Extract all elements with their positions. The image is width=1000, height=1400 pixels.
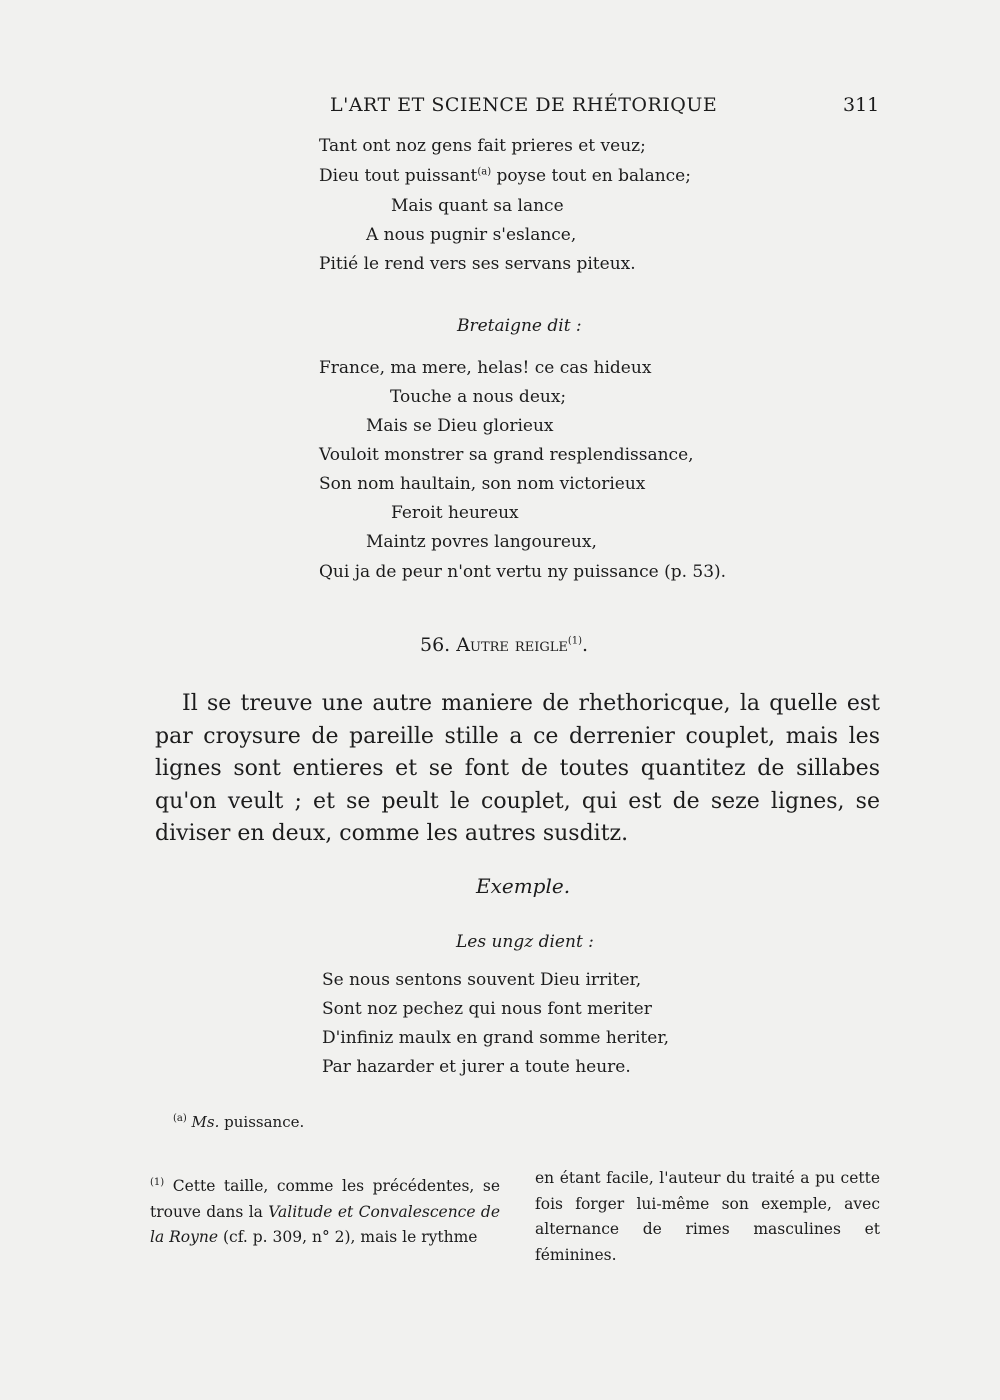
footnote-ms: Ms. (191, 1113, 220, 1131)
verse-line: Vouloit monstrer sa grand resplendissance, (319, 445, 694, 465)
footnote-text: puissance. (219, 1113, 305, 1131)
verse-line: Se nous sentons souvent Dieu irriter, (322, 970, 642, 990)
section-number: 56. (420, 634, 451, 656)
footnote-text: Cette taille, comme les précédentes, se trouve dans la (150, 1177, 500, 1221)
speaker-label: Les ungz dient : (456, 932, 594, 952)
exemple-heading: Exemple. (476, 874, 571, 898)
verse-line: Touche a nous deux; (390, 387, 567, 407)
body-paragraph (155, 688, 880, 851)
paragraph-text: Il se treuve une autre maniere de rhethoricque, la quelle est par croysure de pareille stille a ce derrenier couplet, mais les lignes sont entieres et se font de toutes quantitez de sillabes qu'on veult ; et se peult le couplet, qui est de seze lignes, se diviser en deux, comme les autres susditz. (155, 691, 880, 846)
footnote-1-left (150, 1170, 500, 1251)
verse-line: Mais quant sa lance (391, 196, 564, 216)
verse-line: France, ma mere, helas! ce cas hideux (319, 358, 652, 378)
verse-text: poyse tout en balance; (491, 166, 691, 186)
verse-line: Pitié le rend vers ses servans piteux. (319, 254, 636, 274)
speaker-label: Bretaigne dit : (457, 316, 582, 336)
verse-line: Mais se Dieu glorieux (366, 416, 554, 436)
verse-line (319, 166, 691, 186)
verse-line: Par hazarder et jurer a toute heure. (322, 1057, 631, 1077)
footnote-a (173, 1113, 304, 1131)
verse-line: D'infiniz maulx en grand somme heriter, (322, 1028, 669, 1048)
section-heading (420, 634, 588, 656)
verse-line: Tant ont noz gens fait prieres et veuz; (319, 136, 646, 156)
section-end: . (582, 634, 589, 656)
verse-line: Feroit heureux (391, 503, 519, 523)
verse-text: Dieu tout puissant (319, 166, 478, 186)
verse-line: A nous pugnir s'eslance, (366, 225, 577, 245)
verse-line: Son nom haultain, son nom victorieux (319, 474, 646, 494)
footnote-1-right: en étant facile, l'auteur du traité a pu cette fois forger lui-même son exemple, avec alternance de rimes masculines et féminines. (535, 1169, 880, 1264)
section-title: Autre reigle (456, 634, 568, 656)
running-head: L'ART ET SCIENCE DE RHÉTORIQUE (330, 94, 718, 116)
footnote-text: (cf. p. 309, n° 2), mais le rythme (218, 1228, 478, 1247)
verse-line: Sont noz pechez qui nous font meriter (322, 999, 652, 1019)
footnote-ref[interactable]: (a) (477, 166, 492, 178)
footnote-mark: (1) (150, 1177, 165, 1188)
page-number: 311 (843, 94, 880, 116)
footnote-mark: (a) (173, 1113, 187, 1124)
verse-line: Qui ja de peur n'ont vertu ny puissance (p. 53). (319, 562, 727, 582)
footnote-ref[interactable]: (1) (567, 635, 583, 647)
footnote-italic: Valitude et Convalescence de la Royne (150, 1202, 500, 1247)
verse-line: Maintz povres langoureux, (366, 532, 597, 552)
